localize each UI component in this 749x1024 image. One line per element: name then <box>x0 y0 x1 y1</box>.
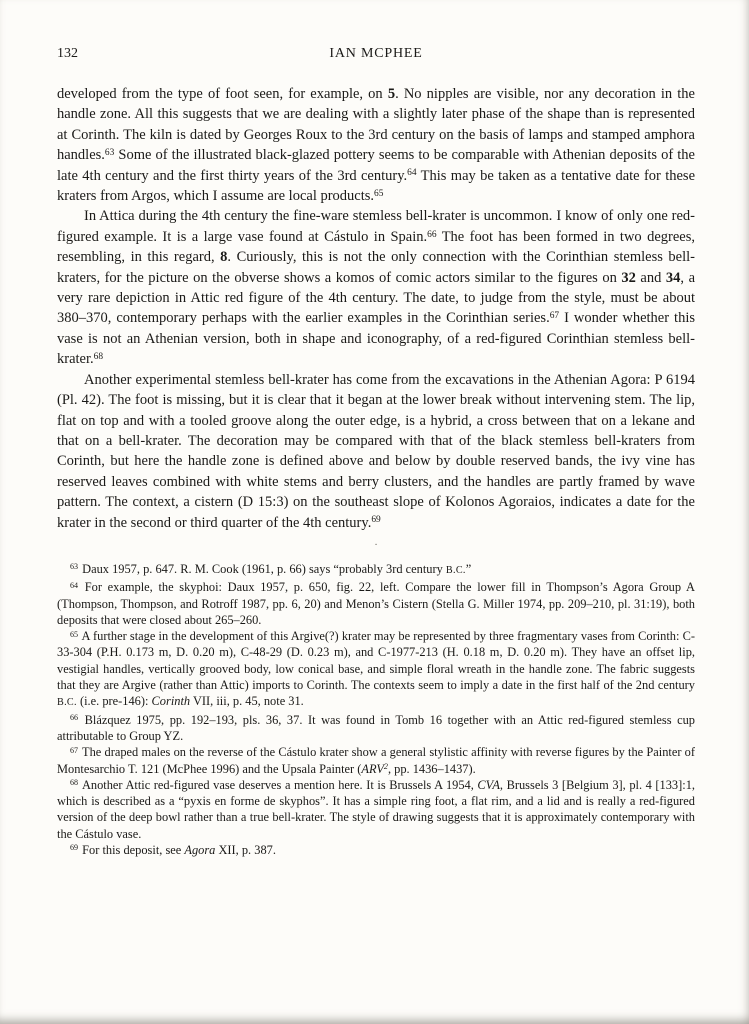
text-segment: 5 <box>387 86 396 102</box>
text-segment: For this deposit, see <box>82 842 185 857</box>
text-segment: The draped males on the reverse of the Cástulo krater show a general stylistic affinity with reverse figures by the Painter of Montesarchio T. 121 (McPhee 1996) and the Upsala Painter ( <box>57 745 696 776</box>
text-segment: Some of the illustrated black-glazed pottery seems to be comparable with Athenian deposits of the late 4th century and the first thirty years of the 3rd century. <box>57 147 695 184</box>
text-segment: Agora <box>184 842 216 857</box>
footnote-reference: 65 <box>374 188 384 199</box>
text-segment: . No nipples are visible, nor any decoration in the handle zone. All this suggests that we are dealing with a slightly later phase of the shape than is represented at Corinth. The kiln is dated by Georges Roux to the 3rd century on the basis of lamps and stamped amphora handles. <box>57 86 695 164</box>
footnote <box>57 561 695 579</box>
footnote-reference: 69 <box>371 515 381 526</box>
footnote-number: 63 <box>70 562 79 572</box>
footnote-reference: 2 <box>383 761 388 771</box>
footnote <box>57 628 695 711</box>
text-segment: Another experimental stemless bell-krater has come from the excavations in the Athenian Agora: P 6194 (Pl. 42). The foot is missing, but it is clear that it began at the lower break without intervening stem. The lip, flat on top and with a tooled groove along the outer edge, is a hybrid, a cross between that on a lekane and that on a bell-krater. The decoration may be compared with that of the black stemless bell-kraters from Corinth, but here the handle zone is defined above and below by double reserved bands, the ivy vine has reserved leaves combined with white stems and berry clusters, and the handles are partly framed by wave pattern. The context, a cistern (D 15:3) on the southeast slope of Kolonos Agoraios, indicates a date for the krater in the second or third quarter of the 4th century. <box>57 371 695 531</box>
running-head: IAN MCPHEE <box>329 46 423 61</box>
footnote <box>57 744 695 777</box>
text-segment: B.C. <box>57 697 77 709</box>
footnote-reference: 67 <box>549 311 560 322</box>
text-segment: A further stage in the development of this Argive(?) krater may be represented by three fragmentary vases from Corinth: C-33-304 (P.H. 0.173 m, D. 0.20 m), C-48-29 (D. 0.23 m), and C-1977-213 (H. 0.18 m, D. 0.20 m). They have an offset lip, vestigial handles, vertically grooved body, low conical base, and simple floral wreath in the handle zone. The fabric suggests that they are Argive (rather than Attic) imports to Corinth. The contexts seem to imply a date in the first half of the 2nd century <box>57 629 695 693</box>
text-segment: ” <box>465 561 472 576</box>
footnote-number: 65 <box>70 629 79 639</box>
text-segment: Another Attic red-figured vase deserves a mention here. It is Brussels A 1954, <box>81 777 478 792</box>
text-segment: For example, the skyphoi: Daux 1957, p. 650, fig. 22, left. Compare the lower fill in Thompson’s Agora Group A (Thompson, Thompson, and Rotroff 1987, pp. 6, 20) and Menon’s Cistern (Stella G. Miller 1974, pp. 209–210, pl. 31:19), both deposits that were closed about 265–260. <box>57 580 696 627</box>
body-paragraph <box>57 206 695 369</box>
footnote-reference: 64 <box>407 168 417 179</box>
footnote-reference: 63 <box>104 147 115 158</box>
text-segment: In Attica during the 4th century the fine-ware stemless bell-krater is uncommon. I know of only one red-figured example. It is a large vase found at Cástulo in Spain. <box>57 208 695 245</box>
text-segment: This may be taken as a tentative date for these kraters from Argos, which I assume are local products. <box>57 167 696 205</box>
footnote <box>57 777 695 842</box>
text-segment: The foot has been formed in two degrees, resembling, in this regard, <box>57 228 695 266</box>
footnote-reference: 66 <box>427 229 437 240</box>
text-segment: 34 <box>665 269 681 286</box>
separator-dot: · <box>374 539 378 551</box>
text-segment: XII, p. 387. <box>215 842 276 857</box>
page-number: 132 <box>57 46 78 61</box>
footnote-number: 64 <box>70 580 79 590</box>
body-paragraphs <box>57 84 695 533</box>
text-segment: I wonder whether this vase is not an Athenian version, both in shape and iconography, of a red-figured Corinthian stemless bell-krater. <box>57 310 696 368</box>
footnotes <box>57 561 695 858</box>
text-segment: CVA <box>477 777 500 792</box>
footnote-reference: 68 <box>93 352 104 363</box>
text-segment: , a very rare depiction in Attic red figure of the 4th century. The date, to judge from the style, must be about 380–370, contemporary perhaps with the earlier examples in the Corinthian series. <box>57 269 696 327</box>
text-segment: VII, iii, p. 45, note 31. <box>190 694 304 709</box>
body-paragraph <box>57 84 695 206</box>
text-segment: ARV <box>361 761 384 776</box>
text-segment: and <box>635 269 666 286</box>
text-segment: Daux 1957, p. 647. R. M. Cook (1961, p. 66) says “probably 3rd century <box>82 561 446 576</box>
footnote <box>57 579 695 628</box>
text-segment: Blázquez 1975, pp. 192–193, pls. 36, 37. It was found in Tomb 16 together with an Attic red-figured stemless cup attributable to Group YZ. <box>57 712 695 743</box>
footnote-number: 68 <box>70 778 79 788</box>
footnote <box>57 842 695 858</box>
footnote-number: 69 <box>70 843 79 853</box>
text-segment: , pp. 1436–1437). <box>387 761 476 776</box>
text-segment: developed from the type of foot seen, for example, on <box>57 86 388 102</box>
text-segment: 32 <box>621 269 636 286</box>
footnote-number: 66 <box>70 712 79 722</box>
text-segment: B.C. <box>445 564 466 576</box>
text-segment: , Brussels 3 [Belgium 3], pl. 4 [133]:1, which is described as a “pyxis en forme de skyphos”. It has a simple ring foot, a flat rim, and a lid and is really a red-figured version of the deep bowl rather than a true bell-krater. The style of drawing suggests that it is approximately contemporary with the Cástulo vase. <box>57 777 695 841</box>
text-segment: . Curiously, this is not the only connection with the Corinthian stemless bell-kraters, for the picture on the obverse shows a komos of comic actors similar to the figures on <box>57 249 695 286</box>
page-header <box>57 46 695 66</box>
text-segment: Corinth <box>151 694 191 709</box>
footnote <box>57 712 695 745</box>
text-segment: 8 <box>220 249 228 266</box>
footnote-number: 67 <box>70 745 79 755</box>
body-paragraph <box>57 370 695 533</box>
text-segment: (i.e. pre-146): <box>76 694 152 709</box>
